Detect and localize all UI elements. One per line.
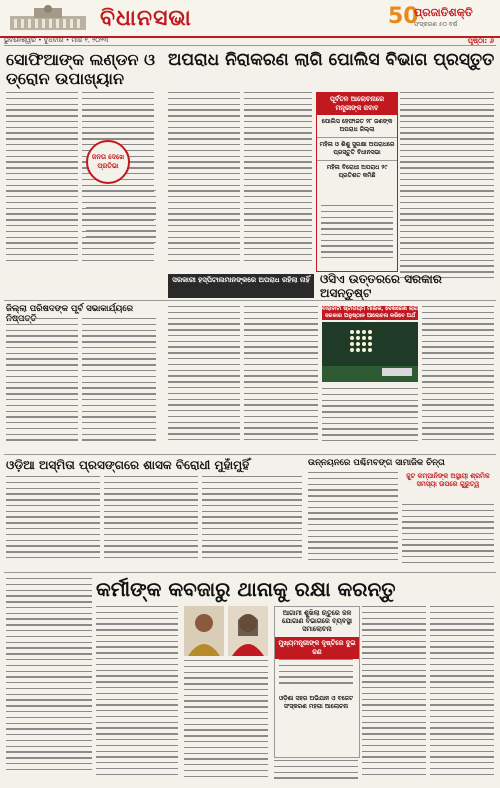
page-number: ପୃଷ୍ଠା: ୬ <box>467 37 494 45</box>
quote-circle: ଜନତା ଦେଖେ ପ୍ରତିଭା <box>86 140 130 184</box>
photo-stadium-lights-icon <box>322 322 418 382</box>
box-header: ପୂର୍ବତନ ଆଲୋଚନାରେ ମନ୍ତ୍ରୀଙ୍କ ଜବାବ <box>317 93 397 115</box>
photo-portrait-man-icon <box>184 606 224 656</box>
story-body <box>308 472 398 570</box>
logo-name: ପ୍ରଜାତିଶକ୍ତି <box>414 6 473 19</box>
date-line: ଭୁବନେଶ୍ୱର • ବୁଧବାର • ମାର୍ଚ୍ଚ ୧, ୨୦୨୩ <box>4 36 109 44</box>
box-subhead: ପୋଲିସ ହେଫାଜତ ୨୮ ଜଣଙ୍କ ଅପରାଧ ଜିଲ୍ଲା <box>321 118 393 133</box>
photo-caption: ବାରାବାଟୀ ଷ୍ଟାଡିୟମ ମାଲିକ, ଦେଖରେଖ ଲାଗି ସରକାର ଅନୁଷ୍ଠାନ ଆଲୋଚନା କରିବେ ଅର୍ଥ <box>322 306 419 319</box>
story-headline: ଓଡ଼ିଆ ଅସ୍ମିତା ପ୍ରସଙ୍ଗରେ ଶାସକ ବିରୋଧୀ ମୁହାଁମୁହିଁ <box>6 458 250 472</box>
photo-portrait-woman-icon <box>228 606 268 656</box>
highlight-box: ସରକାରୀ ହସ୍ପିଟାଲମାନଙ୍କରେ ଅପରାଧ ରହିଲା ନାହିଁ <box>168 274 314 298</box>
story-body <box>184 660 268 784</box>
box-body <box>279 659 353 689</box>
building-illustration-icon <box>4 4 92 32</box>
story-headline: ଓସିଏ ଉତ୍ତରରେ ସରକାର ଅସନ୍ତୁଷ୍ଟ <box>320 272 442 300</box>
box-subhead: ଓଡ଼ିଶା ସହର ଅଭିଯାନ ଓ ବଜେଟ ସଂସ୍କରଣ ମହଗା ଆଲୋଚନା <box>278 695 354 710</box>
box-subhead: ମହିଳା ବିରୋଧୀ ଅପରାଧ ୨୯ ପ୍ରତିଶତ କମିଛି <box>317 160 397 183</box>
story-body <box>168 306 240 450</box>
story-body <box>244 306 318 450</box>
story-body <box>362 606 426 784</box>
story-body <box>168 92 240 270</box>
box-body <box>321 205 393 265</box>
story-body <box>86 190 156 270</box>
story-body <box>6 318 78 450</box>
story-body <box>104 476 198 568</box>
story-body <box>422 306 494 450</box>
story-body <box>202 476 302 568</box>
story-body <box>430 606 494 784</box>
story-body <box>402 504 494 570</box>
story-headline: ସୋଫିଆଙ୍କ ଲଣ୍ଡନ ଓ ଡ୍ରୋନ ଉପାଖ୍ୟାନ <box>6 50 156 88</box>
story-body <box>400 92 494 292</box>
story-body <box>274 760 358 784</box>
box-subhead: ମହିଳା ଓ ଶିଶୁ ସୁରକ୍ଷା ଅପରାଧରେ ପ୍ରସ୍ତୁତି ବିଧାନସଭା <box>317 137 397 160</box>
story-body <box>96 606 178 784</box>
story-headline: ଜିଲ୍ଲା ପରିଷଦଙ୍କ ପୂର୍ବ ସଭାକାର୍ଯ୍ୟରେ <box>6 304 134 314</box>
story-body <box>6 476 100 568</box>
section-title: ବିଧାନସଭା <box>100 6 192 31</box>
logo-50-emblem-icon: 50 <box>388 4 419 29</box>
highlight-quote: ଜୁଟ କମ୍ପାନିଙ୍କ ଅସ୍ଥାୟୀ ଶ୍ରମିକ ସମସ୍ୟା ଉପରେ ଗୁରୁତ୍ୱ <box>406 472 490 488</box>
box-title: ଆଗାମୀ ଶୁଖିଲା ଋତୁରେ ଜଳ ଯୋଗାଣ ବିଭାଗରେ ବ୍ୟବସ୍ଥା ସମାଲୋଚନା <box>282 609 352 633</box>
sidebar-box <box>274 606 360 758</box>
story-headline: କର୍ମୀଙ୍କ କବଜାରୁ ଥାନାକୁ ରକ୍ଷା କରନ୍ତୁ <box>96 577 396 601</box>
story-headline: ଉନ୍ନୟନରେ ପଶ୍ଚିମବଙ୍ଗ ସାମାଜିକ ଚିନ୍ତା <box>308 458 445 468</box>
story-headline: ଅପରାଧ ନିରାକରଣ ଲାଗି ପୋଲିସ ବିଭାଗ ପ୍ରସ୍ତୁତ <box>168 50 495 70</box>
divider <box>4 300 496 301</box>
logo-tagline: ସଂସ୍କରଣ ୫୦ ବର୍ଷ <box>414 21 458 28</box>
publication-logo <box>388 4 494 32</box>
story-body <box>6 578 92 784</box>
story-body <box>322 388 418 450</box>
story-body <box>244 92 312 270</box>
divider <box>4 454 496 455</box>
story-body <box>82 318 156 450</box>
divider <box>4 572 496 573</box>
divider <box>4 45 496 46</box>
box-header: ମୁଖ୍ୟମନ୍ତ୍ରୀଙ୍କ ଦୃଷ୍ଟିରେ ଦୁଇ ଜଣ <box>275 637 359 659</box>
sidebar-box <box>316 92 398 272</box>
story-body <box>6 92 78 270</box>
